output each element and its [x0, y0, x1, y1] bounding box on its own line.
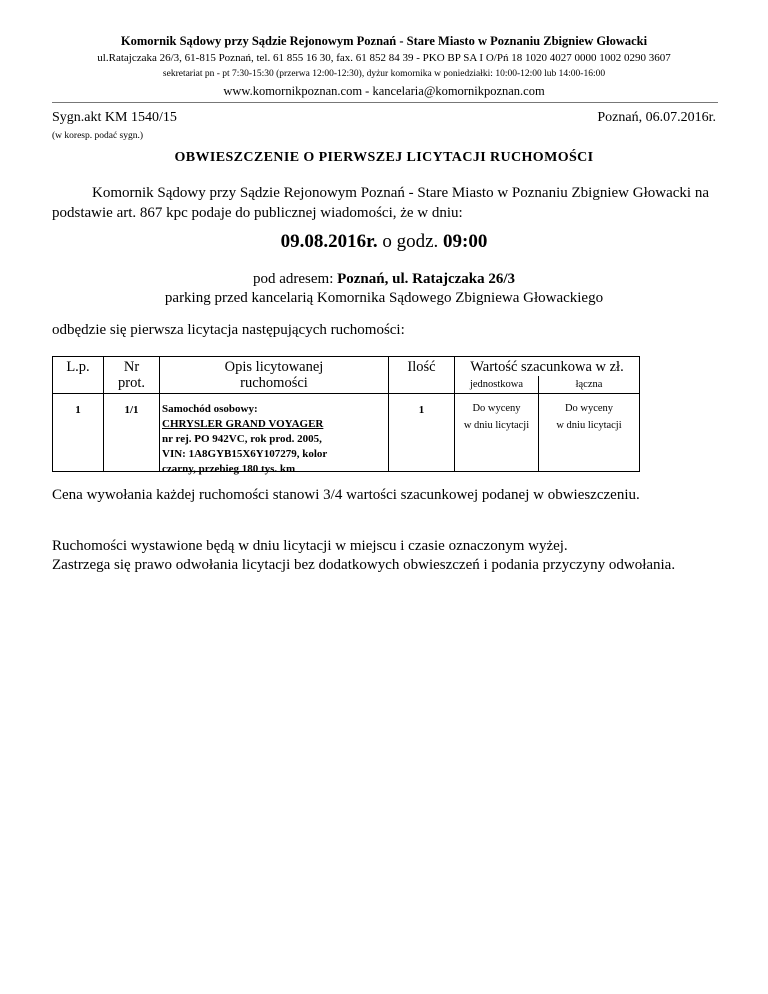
auction-time-prefix: o godz.: [377, 231, 444, 252]
address-prefix: pod adresem:: [252, 271, 338, 287]
row-jednostkowa-note: w dniu licytacji: [463, 420, 530, 431]
display-note: Ruchomości wystawione będą w dniu licytacji w miejscu i czasie oznaczonym wyżej.: [52, 538, 568, 554]
place-date: Poznań, 06.07.2016r.: [597, 110, 716, 125]
header-ruchomosci: ruchomości: [240, 375, 308, 391]
address-value: Poznań, ul. Ratajczaka 26/3: [337, 271, 516, 287]
row-nr: 1/1: [124, 404, 139, 416]
header-ilosc: Ilość: [407, 359, 436, 375]
row-laczna-note: w dniu licytacji: [556, 420, 622, 431]
list-intro: odbędzie się pierwsza licytacja następujących ruchomości:: [52, 322, 405, 338]
intro-paragraph: Komornik Sądowy przy Sądzie Rejonowym Poznań - Stare Miasto w Poznaniu Zbigniew Głowacki na podstawie art. 867 kpc podaje do publicznej wiadomości, że w dniu:: [52, 185, 709, 221]
row-description: [162, 402, 388, 477]
auction-date: 09.08.2016r.: [280, 231, 378, 252]
table-line: [52, 356, 640, 357]
header-opis: Opis licytowanej: [224, 359, 324, 375]
desc-model: CHRYSLER GRAND VOYAGER: [162, 418, 324, 430]
header-laczna: łączna: [575, 379, 603, 390]
price-note: Cena wywołania każdej ruchomości stanowi 3/4 wartości szacunkowej podanej w obwieszczeniu.: [52, 487, 640, 503]
office-contact: ul.Ratajczaka 26/3, 61-815 Poznań, tel. 61 855 16 30, fax. 61 852 84 39 - PKO BP SA I O/Pń 18 1020 4027 0000 1002 0290 3607: [97, 52, 671, 64]
auction-time: 09:00: [443, 231, 488, 252]
desc-line: VIN: 1A8GYB15X6Y107279, kolor: [162, 448, 328, 460]
table-line: [52, 393, 640, 394]
document-title: OBWIESZCZENIE O PIERWSZEJ LICYTACJI RUCHOMOŚCI: [174, 150, 594, 165]
reference-note: (w koresp. podać sygn.): [52, 131, 144, 141]
header-nr: Nr: [123, 359, 140, 375]
table-line: [639, 356, 640, 472]
auction-address: [0, 271, 768, 288]
cancellation-note: Zastrzega się prawo odwołania licytacji bez dodatkowych obwieszczeń i podania przyczyny odwołania.: [52, 557, 676, 573]
items-table: [52, 356, 640, 475]
office-name: Komornik Sądowy przy Sądzie Rejonowym Poznań - Stare Miasto w Poznaniu Zbigniew Głowacki: [120, 34, 648, 48]
desc-line: nr rej. PO 942VC, rok prod. 2005,: [162, 433, 322, 445]
row-lp: 1: [75, 404, 81, 416]
office-hours: sekretariat pn - pt 7:30-15:30 (przerwa 12:00-12:30), dyżur komornika w poniedziałki: 10:00-12:00 lub 14:00-16:00: [162, 69, 606, 79]
header-wartosc: Wartość szacunkowa w zł.: [470, 359, 624, 375]
row-ilosc: 1: [418, 404, 425, 416]
auction-datetime: [0, 231, 768, 253]
office-web: www.komornikpoznan.com - kancelaria@komornikpoznan.com: [223, 84, 545, 98]
row-jednostkowa: Do wyceny: [472, 403, 521, 414]
desc-line: Samochód osobowy:: [162, 403, 258, 415]
desc-line: czarny, przebieg 180 tys. km: [162, 463, 296, 475]
row-laczna: Do wyceny: [564, 403, 614, 414]
header-divider: [52, 102, 718, 103]
header-prot: prot.: [118, 375, 145, 391]
case-reference: Sygn.akt KM 1540/15: [52, 110, 177, 125]
header-jednostkowa: jednostkowa: [469, 379, 524, 390]
location-note: parking przed kancelarią Komornika Sądowego Zbigniewa Głowackiego: [164, 290, 604, 306]
header-lp: L.p.: [66, 359, 90, 375]
